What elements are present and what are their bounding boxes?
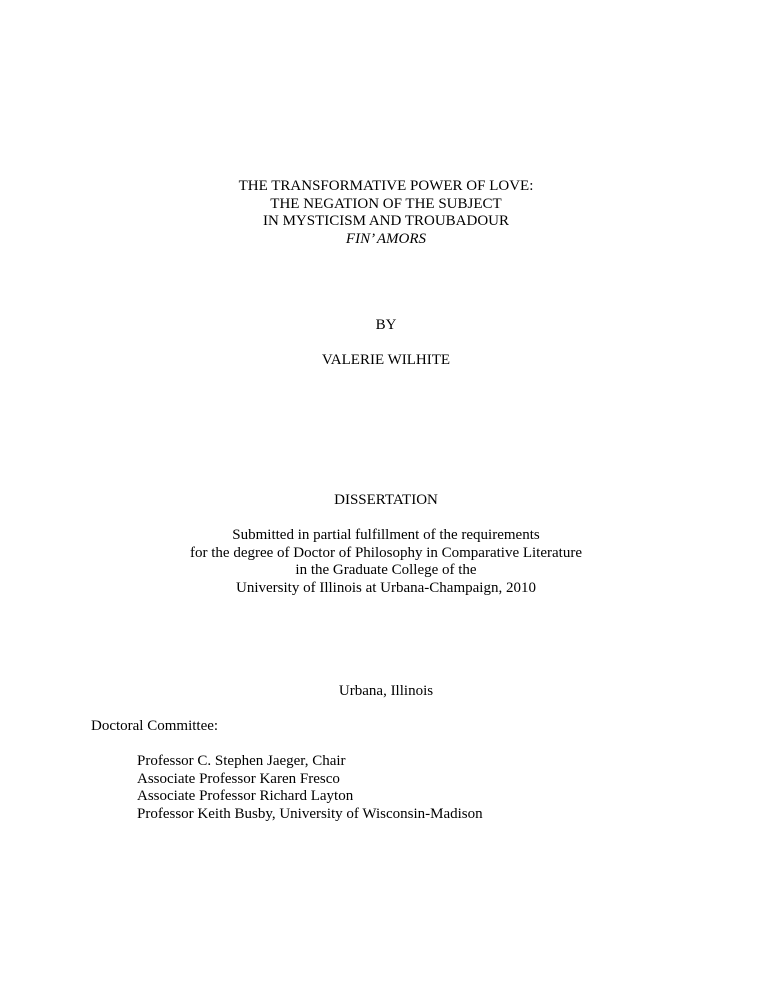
author-name: VALERIE WILHITE <box>321 352 451 368</box>
committee-member: Professor Keith Busby, University of Wisconsin-Madison <box>137 805 483 822</box>
submission-line: Submitted in partial fulfillment of the requirements <box>232 527 540 543</box>
title-line: IN MYSTICISM AND TROUBADOUR <box>263 213 509 229</box>
location: Urbana, Illinois <box>338 683 434 699</box>
dissertation-title <box>0 178 772 248</box>
committee-member: Professor C. Stephen Jaeger, Chair <box>137 753 346 769</box>
committee-member: Associate Professor Richard Layton <box>137 788 354 804</box>
submission-line: in the Graduate College of the <box>295 562 477 578</box>
by-label: BY <box>375 317 397 333</box>
submission-line: for the degree of Doctor of Philosophy in Comparative Literature <box>190 544 582 561</box>
submission-line: University of Illinois at Urbana-Champaign, 2010 <box>236 579 536 596</box>
title-italic-line: FIN’ AMORS <box>345 230 427 247</box>
document-type: DISSERTATION <box>334 492 438 508</box>
title-line: THE TRANSFORMATIVE POWER OF LOVE: <box>238 178 534 194</box>
committee-label: Doctoral Committee: <box>91 718 219 734</box>
committee-list <box>137 753 483 823</box>
committee-member: Associate Professor Karen Fresco <box>137 770 340 787</box>
submission-statement <box>0 527 772 597</box>
title-line: THE NEGATION OF THE SUBJECT <box>270 195 502 212</box>
